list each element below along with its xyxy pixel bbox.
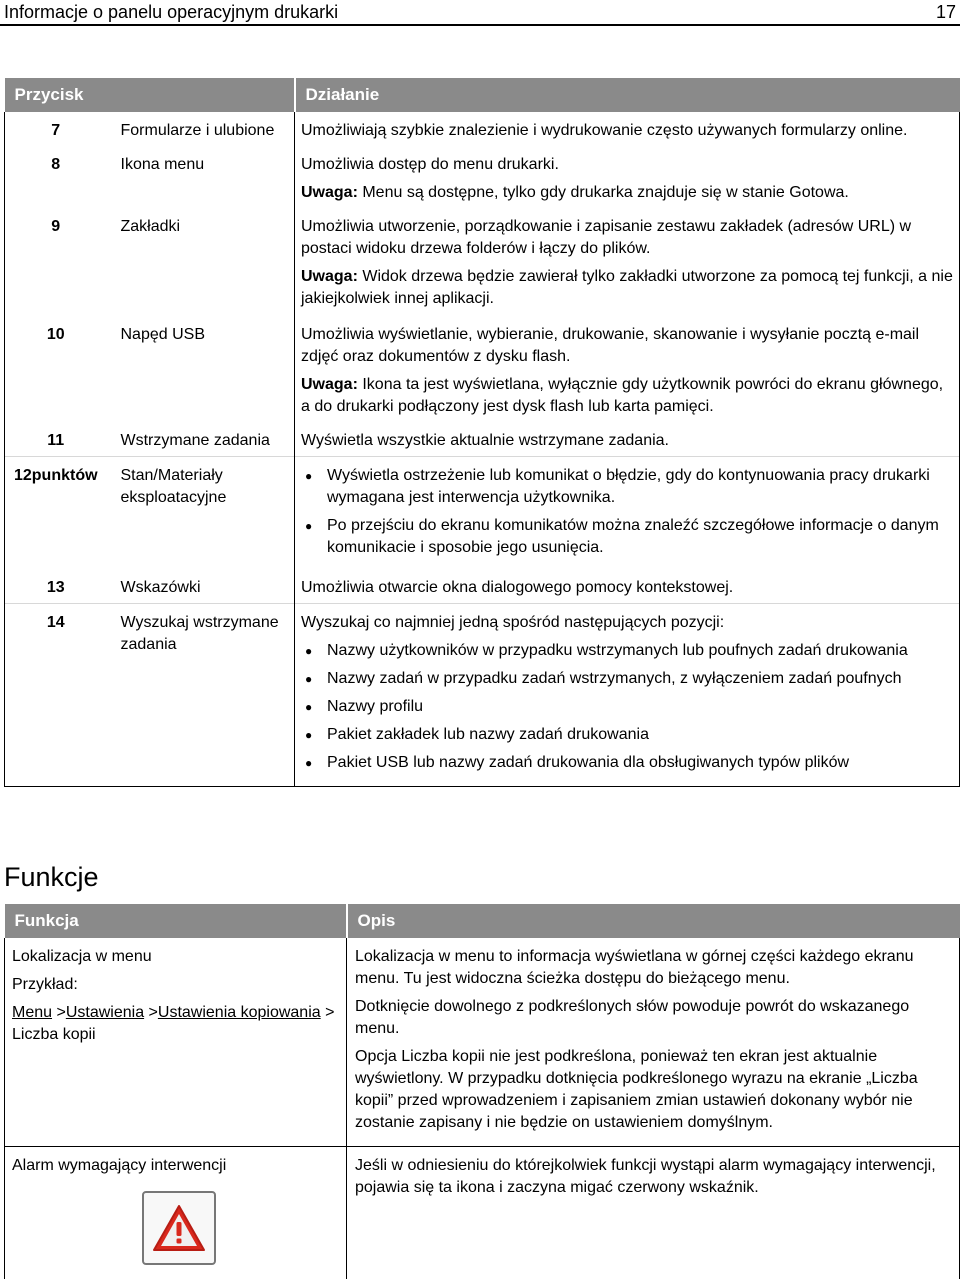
column-header-description: Opis [347, 904, 960, 938]
list-item: ● Nazwy użytkowników w przypadku wstrzymanych lub poufnych zadań drukowania [301, 640, 953, 662]
functions-table [4, 904, 960, 1279]
description-cell [347, 1147, 960, 1279]
note-label: Uwaga: [301, 268, 358, 285]
row-number: 7 [5, 112, 113, 148]
lead-text: Wyszukaj co najmniej jedną spośród następujących pozycji: [301, 612, 953, 634]
page-header [0, 0, 960, 24]
button-name: Wstrzymane zadania [113, 424, 295, 457]
button-description: Umożliwia otwarcie okna dialogowego pomocy kontekstowej. [295, 571, 960, 604]
button-description: Umożliwia dostęp do menu drukarki. [301, 154, 953, 176]
button-name: Zakładki [113, 208, 295, 316]
table-row [5, 424, 960, 457]
note [301, 374, 953, 418]
button-description-cell [295, 208, 960, 316]
description-paragraph: Dotknięcie dowolnego z podkreślonych słów powoduje powrót do wskazanego menu. [355, 996, 951, 1040]
page-number: 17 [936, 0, 956, 24]
breadcrumb-link-menu[interactable]: Menu [12, 1004, 52, 1021]
column-header-function: Funkcja [5, 904, 347, 938]
bullet-list [301, 465, 953, 559]
list-item: ● Po przejściu do ekranu komunikatów można znaleźć szczegółowe informacje o danym komunikacie i sposobie jego usunięcia. [301, 515, 953, 559]
description-paragraph: Jeśli w odniesieniu do którejkolwiek funkcji wystąpi alarm wymagający interwencji, pojawia się ta ikona i zaczyna migać czerwony wskaźnik. [355, 1155, 951, 1199]
note [301, 182, 953, 204]
warning-icon [142, 1191, 216, 1265]
table-header-row [5, 78, 960, 112]
row-number: 10 [5, 316, 113, 424]
row-number: 14 [5, 604, 113, 787]
table-row [5, 112, 960, 148]
list-item: ● Pakiet USB lub nazwy zadań drukowania dla obsługiwanych typów plików [301, 752, 953, 774]
button-name: Napęd USB [113, 316, 295, 424]
list-item: ● Nazwy profilu [301, 696, 953, 718]
button-name: Ikona menu [113, 148, 295, 208]
note-text: Ikona ta jest wyświetlana, wyłącznie gdy użytkownik powróci do ekranu głównego, a do drukarki podłączony jest dysk flash lub karta pamięci. [301, 376, 943, 415]
note-text: Widok drzewa będzie zawierał tylko zakładki utworzone za pomocą tej funkcji, a nie jakiejkolwiek innej aplikacji. [301, 268, 953, 307]
function-name: Lokalizacja w menu [12, 946, 338, 968]
function-cell [5, 938, 347, 1147]
note-label: Uwaga: [301, 376, 358, 393]
breadcrumb-separator: > [52, 1004, 66, 1021]
table-header-row [5, 904, 960, 938]
row-number: 9 [5, 208, 113, 316]
breadcrumb-current: Liczba kopii [12, 1026, 96, 1043]
table-row [5, 938, 960, 1147]
button-description: Umożliwiają szybkie znalezienie i wydrukowanie często używanych formularzy online. [295, 112, 960, 148]
description-paragraph: Lokalizacja w menu to informacja wyświetlana w górnej części każdego ekranu menu. Tu jest widoczna ścieżka dostępu do bieżącego menu. [355, 946, 951, 990]
table-row [5, 208, 960, 316]
list-item: ● Nazwy zadań w przypadku zadań wstrzymanych, z wyłączeniem zadań poufnych [301, 668, 953, 690]
button-name: Wskazówki [113, 571, 295, 604]
column-header-action: Działanie [295, 78, 960, 112]
table-row [5, 1147, 960, 1279]
example-label: Przykład: [12, 974, 338, 996]
row-number: 12punktów [5, 457, 113, 572]
button-description-cell [295, 148, 960, 208]
list-item: ● Wyświetla ostrzeżenie lub komunikat o błędzie, gdy do kontynuowania pracy drukarki wymagana jest interwencja użytkownika. [301, 465, 953, 509]
breadcrumb-link-settings[interactable]: Ustawienia [66, 1004, 144, 1021]
table-row [5, 604, 960, 787]
warning-triangle [151, 1203, 207, 1253]
table-row [5, 571, 960, 604]
column-header-button: Przycisk [5, 78, 295, 112]
section-title: Funkcje [4, 860, 99, 894]
note-text: Menu są dostępne, tylko gdy drukarka znajduje się w stanie Gotowa. [358, 184, 849, 201]
function-name: Alarm wymagający interwencji [12, 1155, 338, 1177]
button-description-cell [295, 457, 960, 572]
breadcrumb [12, 1002, 338, 1046]
button-description-cell [295, 604, 960, 787]
row-number: 13 [5, 571, 113, 604]
bullet-list [301, 640, 953, 774]
list-item: ● Pakiet zakładek lub nazwy zadań drukowania [301, 724, 953, 746]
button-description-cell [295, 316, 960, 424]
note-label: Uwaga: [301, 184, 358, 201]
table-row [5, 457, 960, 572]
button-name: Wyszukaj wstrzymane zadania [113, 604, 295, 787]
button-name: Formularze i ulubione [113, 112, 295, 148]
table-row [5, 148, 960, 208]
function-cell [5, 1147, 347, 1279]
breadcrumb-separator: > [321, 1004, 335, 1021]
breadcrumb-separator: > [144, 1004, 158, 1021]
button-description: Wyświetla wszystkie aktualnie wstrzymane zadania. [295, 424, 960, 457]
row-number: 11 [5, 424, 113, 457]
table-row [5, 316, 960, 424]
page-header-title: Informacje o panelu operacyjnym drukarki [4, 0, 338, 24]
description-cell [347, 938, 960, 1147]
button-description: Umożliwia utworzenie, porządkowanie i zapisanie zestawu zakładek (adresów URL) w postaci widoku drzewa folderów i łączy do plików. [301, 216, 953, 260]
row-number: 8 [5, 148, 113, 208]
button-name: Stan/Materiały eksploatacyjne [113, 457, 295, 572]
description-paragraph: Opcja Liczba kopii nie jest podkreślona, ponieważ ten ekran jest aktualnie wyświetlony. W przypadku dotknięcia podkreślonego wyrazu na ekranie „Liczba kopii” przed wprowadzeniem i zapisaniem zmian ustawień dokonany wybór nie zostanie zapisany i nie będzie on ustawieniem domyślnym. [355, 1046, 951, 1134]
buttons-table [4, 78, 960, 787]
header-rule [0, 24, 960, 26]
note [301, 266, 953, 310]
button-description: Umożliwia wyświetlanie, wybieranie, drukowanie, skanowanie i wysyłanie pocztą e-mail zdjęć oraz dokumentów z dysku flash. [301, 324, 953, 368]
breadcrumb-link-copy-settings[interactable]: Ustawienia kopiowania [158, 1004, 321, 1021]
